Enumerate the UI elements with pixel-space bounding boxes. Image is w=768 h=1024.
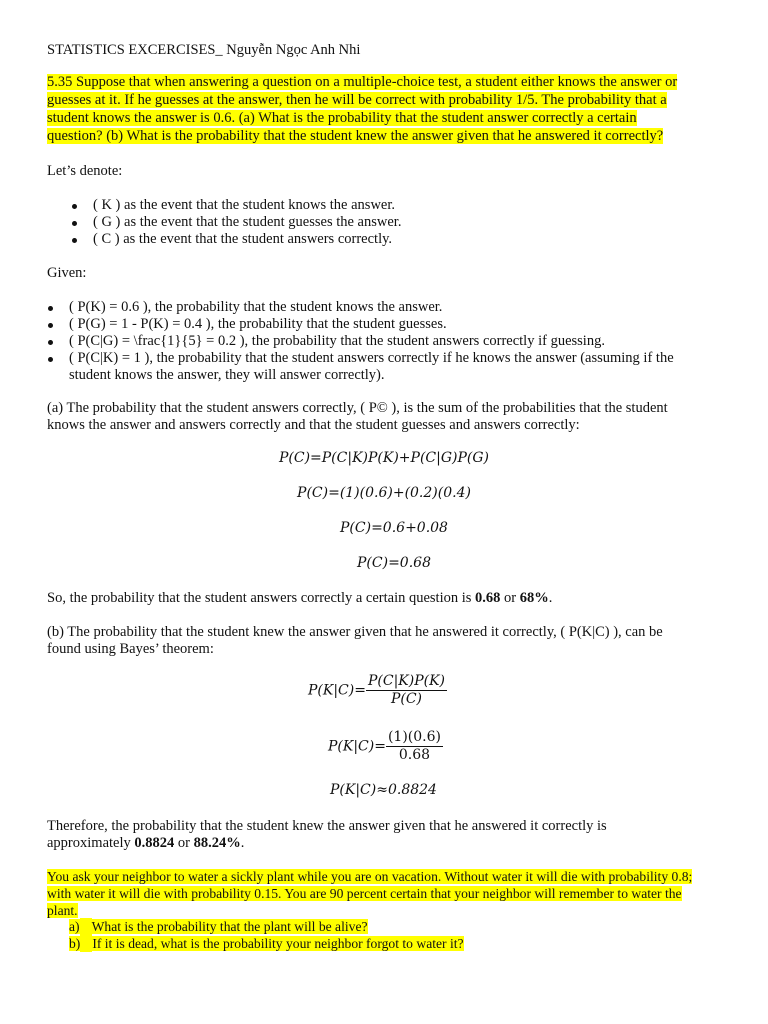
problem2-item	[69, 935, 464, 952]
conclusion-text: .	[548, 590, 553, 606]
equation: P(C)=(1)(0.6)+(0.2)(0.4)	[297, 485, 471, 501]
problem1-line	[47, 110, 637, 127]
answer-value: 68%	[519, 590, 549, 606]
given-item-continuation: student knows the answer, they will answer correctly).	[69, 367, 385, 383]
problem2-text: with water it will die with probability 0.15. You are 90 percent certain that your neighbor will remember to water the	[47, 886, 682, 901]
denote-heading: Let’s denote:	[47, 163, 123, 179]
equation: P(C)=P(C|K)P(K)+P(C|G)P(G)	[278, 450, 490, 466]
problem2-item	[69, 918, 368, 935]
conclusion-text: So, the probability that the student answers correctly a certain question is	[47, 590, 476, 606]
problem2-text: plant.	[47, 903, 78, 918]
denote-item: ( G ) as the event that the student guesses the answer.	[93, 214, 402, 230]
equation: P(C)=0.68	[357, 555, 431, 571]
problem1-text: guesses at it. If he guesses at the answer, then he will be correct with probability 1/5. The probability that a	[47, 92, 667, 108]
bullet-icon	[48, 357, 53, 362]
problem2-line	[47, 885, 682, 902]
item-marker: b)	[69, 936, 81, 951]
answer-value: 88.24%	[193, 835, 241, 851]
answer-value: 0.8824	[134, 835, 175, 851]
problem1-line	[47, 92, 667, 109]
item-text: If it is dead, what is the probability your neighbor forgot to water it?	[92, 936, 464, 951]
problem1-text: 5.35 Suppose that when answering a question on a multiple-choice test, a student either knows the answer or	[47, 74, 678, 90]
fraction	[386, 729, 443, 764]
part-b-intro: found using Bayes’ theorem:	[47, 641, 214, 657]
problem1-text: student knows the answer is 0.6. (a) What is the probability that the student answer correctly a certain	[47, 110, 637, 126]
bullet-icon	[72, 221, 77, 226]
item-text: What is the probability that the plant will be alive?	[91, 919, 368, 934]
conclusion-text: or	[500, 590, 520, 606]
document-title: STATISTICS EXCERCISES_ Nguyễn Ngọc Anh Nhi	[47, 42, 361, 58]
item-marker: a)	[69, 919, 80, 934]
bayes-equation	[308, 673, 447, 708]
bullet-icon	[48, 340, 53, 345]
fraction-numerator: (1)(0.6)	[387, 729, 441, 745]
given-heading: Given:	[47, 265, 87, 281]
given-item: ( P(K) = 0.6 ), the probability that the student knows the answer.	[69, 299, 443, 315]
part-b-conclusion: Therefore, the probability that the student knew the answer given that he answered it correctly is	[47, 818, 607, 834]
denote-item: ( K ) as the event that the student knows the answer.	[93, 197, 396, 213]
part-b-conclusion	[47, 835, 244, 852]
bullet-icon	[72, 238, 77, 243]
item-gap	[80, 918, 92, 935]
fraction	[366, 673, 447, 708]
denote-item: ( C ) as the event that the student answers correctly.	[93, 231, 393, 247]
problem2-line	[47, 902, 78, 919]
problem1-line	[47, 74, 677, 91]
bullet-icon	[48, 306, 53, 311]
part-a-conclusion	[47, 590, 552, 607]
given-item: ( P(G) = 1 - P(K) = 0.4 ), the probability that the student guesses.	[69, 316, 447, 332]
conclusion-text: approximately	[47, 835, 135, 851]
problem2-text: You ask your neighbor to water a sickly plant while you are on vacation. Without water it will die with probability 0.8;	[47, 869, 693, 884]
bullet-icon	[48, 323, 53, 328]
equation-lhs: P(K|C)=	[328, 738, 386, 755]
problem2-line	[47, 868, 692, 885]
item-gap	[80, 935, 92, 952]
given-item: ( P(C|G) = \frac{1}{5} = 0.2 ), the probability that the student answers correctly if guessing.	[69, 333, 605, 349]
bayes-equation	[328, 729, 443, 764]
given-item: ( P(C|K) = 1 ), the probability that the student answers correctly if he knows the answer (assuming if the	[69, 350, 674, 366]
equation: P(C)=0.6+0.08	[340, 520, 448, 536]
problem1-text: question? (b) What is the probability that the student knew the answer given that he answered it correctly?	[47, 128, 664, 144]
bullet-icon	[72, 204, 77, 209]
part-b-intro: (b) The probability that the student knew the answer given that he answered it correctly, ( P(K|C) ), can be	[47, 624, 663, 640]
problem1-line	[47, 128, 663, 145]
equation-lhs: P(K|C)=	[308, 682, 366, 699]
part-a-intro: (a) The probability that the student answers correctly, ( P© ), is the sum of the probabilities that the student	[47, 400, 668, 416]
fraction-numerator: P(C|K)P(K)	[367, 673, 446, 689]
conclusion-text: .	[240, 835, 245, 851]
answer-value: 0.68	[475, 590, 501, 606]
fraction-denominator: P(C)	[390, 691, 423, 707]
fraction-denominator: 0.68	[398, 747, 431, 763]
conclusion-text: or	[174, 835, 194, 851]
part-a-intro: knows the answer and answers correctly and that the student guesses and answers correctly:	[47, 417, 580, 433]
equation: P(K|C)≈0.8824	[330, 782, 437, 798]
